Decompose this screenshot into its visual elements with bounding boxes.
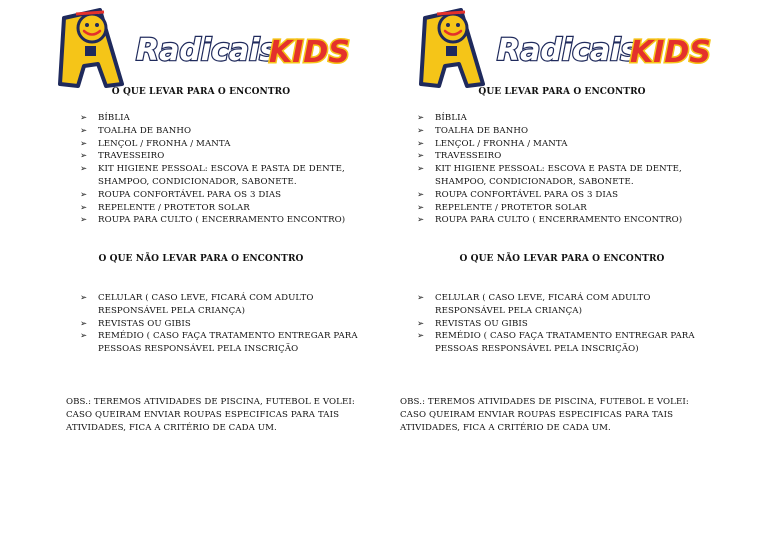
arrow-bullet-icon: ➢: [80, 151, 88, 162]
list-item: ➢ KIT HIGIENE PESSOAL: ESCOVA E PASTA DE DENTE, SHAMPOO, CONDICIONADOR, SABONETE.: [417, 164, 682, 187]
list-item: ➢ KIT HIGIENE PESSOAL: ESCOVA E PASTA DE DENTE, SHAMPOO, CONDICIONADOR, SABONETE.: [80, 164, 345, 187]
list-levar: [80, 112, 376, 227]
logo-graphic: [56, 6, 361, 88]
list-item: ➢ CELULAR ( CASO LEVE, FICARÁ COM ADULTO RESPONSÁVEL PELA CRIANÇA): [80, 293, 314, 316]
arrow-bullet-icon: ➢: [80, 215, 88, 226]
list-item: ➢ TOALHA DE BANHO: [417, 125, 529, 136]
flyer-left: [56, 0, 386, 543]
logo-graphic: [417, 6, 722, 88]
arrow-bullet-icon: ➢: [80, 293, 88, 303]
obs-note: OBS.: TEREMOS ATIVIDADES DE PISCINA, FUTEBOL E VOLEI: CASO QUEIRAM ENVIAR ROUPAS ESPECIFICAS PARA TAIS ATIVIDADES, FICA A CRITÉRIO DE CADA UM.: [400, 397, 689, 433]
arrow-bullet-icon: ➢: [417, 293, 425, 303]
list-item: ➢ CELULAR ( CASO LEVE, FICARÁ COM ADULTO RESPONSÁVEL PELA CRIANÇA): [417, 293, 651, 316]
flyer-right: [400, 0, 747, 543]
arrow-bullet-icon: ➢: [80, 125, 88, 136]
arrow-bullet-icon: ➢: [80, 113, 88, 123]
section-title-nao-levar: O QUE NÃO LEVAR PARA O ENCONTRO: [98, 254, 304, 264]
list-item: ➢ BÍBLIA: [80, 113, 130, 123]
arrow-bullet-icon: ➢: [80, 202, 88, 213]
arrow-bullet-icon: ➢: [417, 138, 425, 149]
logo-text-kids: KIDS: [630, 35, 711, 70]
list-item: ➢ LENÇOL / FRONHA / MANTA: [80, 138, 231, 149]
list-nao-levar: [417, 292, 713, 356]
list-item: ➢ ROUPA CONFORTÁVEL PARA OS 3 DIAS: [80, 189, 282, 200]
list-item: ➢ ROUPA PARA CULTO ( ENCERRAMENTO ENCONTRO): [80, 215, 346, 226]
arrow-bullet-icon: ➢: [417, 151, 425, 162]
section-title-nao-levar: O QUE NÃO LEVAR PARA O ENCONTRO: [459, 254, 665, 264]
list-item: ➢ TRAVESSEIRO: [80, 151, 165, 162]
list-item: ➢ LENÇOL / FRONHA / MANTA: [417, 138, 568, 149]
list-item: ➢ ROUPA PARA CULTO ( ENCERRAMENTO ENCONTRO): [417, 215, 683, 226]
arrow-bullet-icon: ➢: [80, 331, 88, 342]
list-item: ➢ REVISTAS OU GIBIS: [80, 318, 191, 329]
arrow-bullet-icon: ➢: [417, 189, 425, 200]
list-item: ➢ TOALHA DE BANHO: [80, 125, 192, 136]
section-title-levar: QUE LEVAR PARA O ENCONTRO: [478, 87, 646, 97]
arrow-bullet-icon: ➢: [80, 164, 88, 175]
list-item: ➢ BÍBLIA: [417, 113, 467, 123]
section-title-levar: O QUE LEVAR PARA O ENCONTRO: [111, 87, 291, 97]
radicais-kids-logo: [417, 6, 722, 88]
list-item: ➢ REMÉDIO ( CASO FAÇA TRATAMENTO ENTREGAR PARA PESSOAS RESPONSÁVEL PELA INSCRIÇÃO: [80, 331, 358, 355]
radicais-kids-logo: [56, 6, 361, 88]
list-nao-levar: [80, 292, 376, 356]
list-levar: [417, 112, 713, 227]
arrow-bullet-icon: ➢: [417, 125, 425, 136]
arrow-bullet-icon: ➢: [417, 113, 425, 123]
arrow-bullet-icon: ➢: [417, 202, 425, 213]
arrow-bullet-icon: ➢: [80, 138, 88, 149]
list-item: ➢ REMÉDIO ( CASO FAÇA TRATAMENTO ENTREGAR PARA PESSOAS RESPONSÁVEL PELA INSCRIÇÃO): [417, 331, 695, 355]
list-item: ➢ ROUPA CONFORTÁVEL PARA OS 3 DIAS: [417, 189, 619, 200]
list-item: ➢ TRAVESSEIRO: [417, 151, 502, 162]
list-item: ➢ REPELENTE / PROTETOR SOLAR: [417, 202, 587, 213]
obs-note: OBS.: TEREMOS ATIVIDADES DE PISCINA, FUTEBOL E VOLEI: CASO QUEIRAM ENVIAR ROUPAS ESPECIFICAS PARA TAIS ATIVIDADES, FICA A CRITÉRIO DE CADA UM.: [66, 397, 355, 433]
logo-text-kids: KIDS: [269, 35, 350, 70]
arrow-bullet-icon: ➢: [417, 215, 425, 226]
list-item: ➢ REPELENTE / PROTETOR SOLAR: [80, 202, 250, 213]
list-item: ➢ REVISTAS OU GIBIS: [417, 318, 528, 329]
arrow-bullet-icon: ➢: [80, 189, 88, 200]
arrow-bullet-icon: ➢: [417, 318, 425, 329]
logo-text-radicais: Radicais: [497, 33, 639, 68]
arrow-bullet-icon: ➢: [417, 164, 425, 175]
arrow-bullet-icon: ➢: [417, 331, 425, 342]
arrow-bullet-icon: ➢: [80, 318, 88, 329]
logo-text-radicais: Radicais: [136, 33, 278, 68]
